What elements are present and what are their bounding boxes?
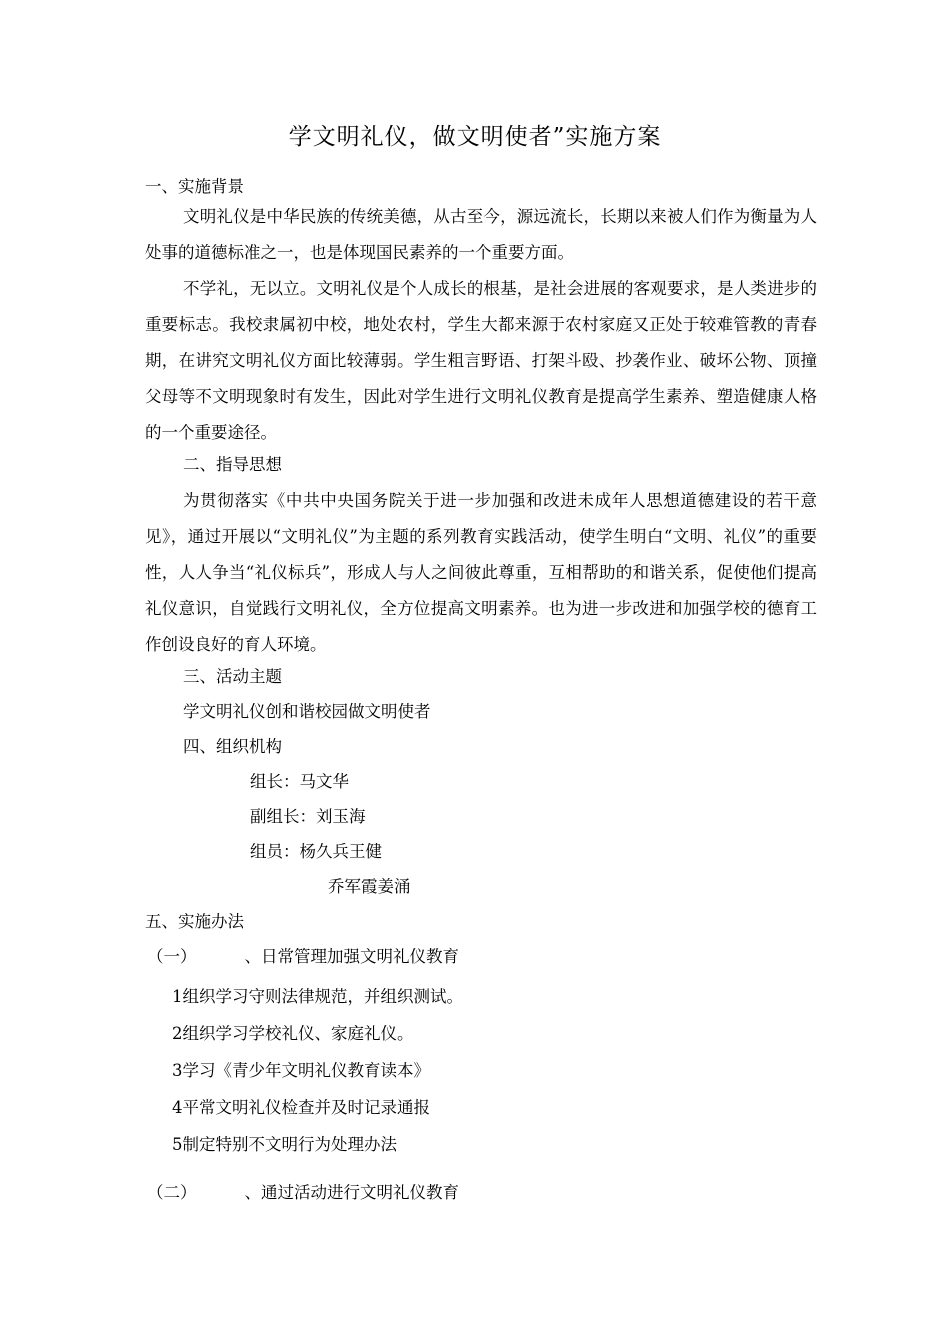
subsection-2-number: （二） (147, 1183, 197, 1202)
section-heading-background: 一、实施背景 (145, 177, 244, 196)
org-members-continued: 乔军霞姜涌 (328, 877, 411, 896)
org-leader: 组长：马文华 (250, 772, 349, 791)
section-heading-organization: 四、组织机构 (183, 737, 282, 756)
subsection-1-heading (147, 946, 459, 968)
paragraph-background-2: 不学礼，无以立。文明礼仪是个人成长的根基，是社会进展的客观要求，是人类进步的重要标志。我校隶属初中校，地处农村，学生大都来源于农村家庭又正处于较难管教的青春期，在讲究文明礼仪方面比较薄弱。学生粗言野语、打架斗殴、抄袭作业、破坏公物、顶撞父母等不文明现象时有发生，因此对学生进行文明礼仪教育是提高学生素养、塑造健康人格的一个重要途径。 (145, 279, 817, 442)
list-item: 3学习《青少年文明礼仪教育读本》 (172, 1061, 430, 1080)
paragraph-background-1: 文明礼仪是中华民族的传统美德，从古至今，源远流长，长期以来被人们作为衡量为人处事的道德标准之一，也是体现国民素养的一个重要方面。 (145, 207, 817, 262)
subsection-1-number: （一） (147, 947, 197, 966)
section-heading-guiding-thought: 二、指导思想 (183, 455, 282, 474)
org-deputy-leader: 副组长：刘玉海 (250, 807, 366, 826)
list-item: 1组织学习守则法律规范，并组织测试。 (172, 987, 463, 1006)
subsection-2-heading (147, 1182, 459, 1204)
org-members: 组员：杨久兵王健 (250, 842, 382, 861)
section-heading-implementation: 五、实施办法 (145, 912, 244, 931)
list-item: 5制定特别不文明行为处理办法 (172, 1135, 397, 1154)
subsection-2-title: 、通过活动进行文明礼仪教育 (244, 1183, 459, 1202)
list-item: 2组织学习学校礼仪、家庭礼仪。 (172, 1024, 414, 1043)
section-heading-activity-theme: 三、活动主题 (183, 667, 282, 686)
subsection-1-title: 、日常管理加强文明礼仪教育 (244, 947, 459, 966)
activity-theme-text: 学文明礼仪创和谐校园做文明使者 (183, 702, 431, 721)
list-item: 4平常文明礼仪检查并及时记录通报 (172, 1098, 430, 1117)
document-title: 学文明礼仪，做文明使者”实施方案 (288, 124, 662, 150)
paragraph-guiding-thought: 为贯彻落实《中共中央国务院关于进一步加强和改进未成年人思想道德建设的若干意见》，通过开展以“文明礼仪”为主题的系列教育实践活动，使学生明白“文明、礼仪”的重要性，人人争当“礼仪标兵”，形成人与人之间彼此尊重，互相帮助的和谐关系，促使他们提高礼仪意识，自觉践行文明礼仪，全方位提高文明素养。也为进一步改进和加强学校的德育工作创设良好的育人环境。 (145, 491, 817, 654)
